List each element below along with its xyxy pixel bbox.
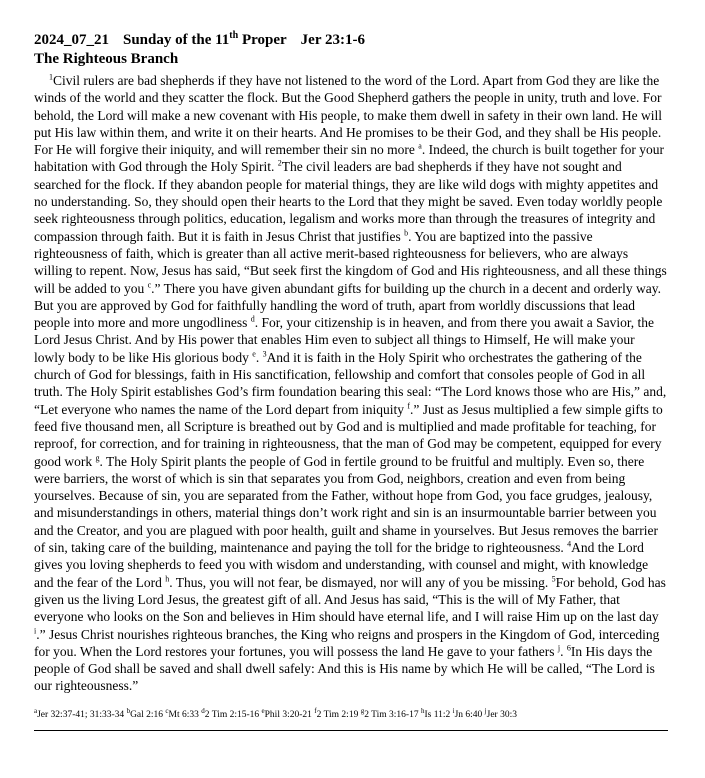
footnote-marker: b bbox=[404, 228, 409, 238]
footnote-mark: j bbox=[484, 706, 487, 715]
footnote-marker: j bbox=[557, 643, 561, 653]
body-text-segment: For behold, God has given us the living Lord Jesus, the greatest gift of all. And Jesus has said, “This is the will of My Father, that everyone who looks on the Son and believes in Him should have eternal life, and I will raise Him up on the last day bbox=[34, 574, 666, 625]
footnote-entry bbox=[165, 706, 199, 720]
footnote-marker: c bbox=[147, 280, 152, 290]
body-text-segment: . Thus, you will not fear, be dismayed, nor will any of you be missing. bbox=[169, 574, 552, 590]
verse-number: 4 bbox=[567, 539, 572, 549]
body-text-segment: And it is faith in the Holy Spirit who orchestrates the gathering of the church of God for blessings, faith in His sanctification, fellowship and comfort that consoles people of God in all truth. The Holy Spirit establishes God’s firm foundation bearing this seal: “The Lord knows those who are His,” and, “Let everyone who names the name of the Lord depart from iniquity bbox=[34, 349, 667, 417]
proper-label: Proper bbox=[241, 32, 287, 48]
footnote-reference: Jn 6:40 bbox=[454, 709, 483, 720]
verse-number: 5 bbox=[551, 574, 556, 584]
footnote-entry bbox=[360, 706, 419, 720]
body-text-segment: . For, your citizenship is in heaven, and from there you await a Savior, the Lord Jesus Christ. And by His power that enables Him even to subject all things to Himself, He will make your lowly body to be like His glorious body bbox=[34, 315, 655, 365]
reading-reference: Jer 23:1-6 bbox=[300, 32, 365, 48]
verse-number: 3 bbox=[262, 349, 267, 359]
footnote-reference: Gal 2:16 bbox=[130, 709, 164, 720]
footnote-marker: a bbox=[418, 141, 422, 151]
footnote-mark: b bbox=[126, 706, 131, 715]
footnote-reference: 2 Tim 2:15-16 bbox=[204, 709, 260, 720]
footnote-entry bbox=[452, 706, 483, 720]
body-text-segment: The civil leaders are bad shepherds if they have not sought and searched for the flock. If they abandon people for material things, they are like wild dogs with mighty appetites and no understanding. So, they should open their hearts to the Lord that they might be saved. Even today worldly people seek righteousness through politics, education, legalism and works more than through the treasures of integrity and compassion through faith. But it is faith in Jesus Christ that justifies bbox=[34, 159, 663, 244]
footnote-entry bbox=[314, 706, 359, 720]
footnote-marker: d bbox=[250, 314, 255, 324]
footnote-entry bbox=[420, 706, 451, 720]
footnote-reference: 2 Tim 2:19 bbox=[316, 709, 359, 720]
verse-number: 1 bbox=[49, 72, 53, 82]
footnote-reference: Phil 3:20-21 bbox=[264, 709, 312, 720]
verse-number: 6 bbox=[566, 643, 571, 653]
body-text-segment: . Indeed, the church is built together for your habitation with God through the Holy Spirit. bbox=[34, 142, 665, 175]
ordinal-suffix: th bbox=[229, 30, 239, 41]
body-text-segment: .” Jesus Christ nourishes righteous branches, the King who reigns and prospers in the Kingdom of God, interceding for you. When the Lord restores your fortunes, you will possess the land He gave to your fathers bbox=[34, 626, 660, 659]
body-text-segment: . You are baptized into the passive righteousness of faith, which is greater than all active merit-based righteousness for believers, who are always willing to repent. Now, Jesus has said, “But seek first the kingdom of God and His righteousness, and all these things will be added to you bbox=[34, 228, 667, 296]
footnote-mark: g bbox=[360, 706, 365, 715]
footnote-reference: Jer 30:3 bbox=[486, 709, 517, 720]
footnote-marker: i bbox=[34, 626, 37, 635]
footnote-mark: i bbox=[452, 706, 455, 715]
sermon-page bbox=[34, 31, 668, 731]
heading-line bbox=[34, 31, 668, 50]
bottom-rule bbox=[34, 730, 668, 731]
footnote-entry bbox=[34, 706, 125, 720]
footnote-mark: f bbox=[314, 706, 317, 715]
footnote-mark: d bbox=[201, 706, 205, 715]
date: 2024_07_21 bbox=[34, 32, 109, 48]
footnotes-line bbox=[34, 706, 668, 721]
footnote-marker: f bbox=[407, 401, 411, 411]
body-text-segment: .” Just as Jesus multiplied a few simple gifts to feed five thousand men, all Scripture is breathed out by God and is multiplied and made profitable for teaching, for reproof, for correction, and for training in righteousness, that the man of God may be competent, equipped for every good work bbox=[34, 401, 663, 469]
footnote-reference: Jer 32:37-41; 31:33-34 bbox=[37, 709, 125, 720]
body-text-segment: . bbox=[255, 349, 263, 365]
footnote-entry bbox=[126, 706, 164, 720]
body-text-segment: . bbox=[560, 643, 567, 659]
footnote-mark: e bbox=[261, 706, 265, 715]
body-text-segment: .” There you have given abundant gifts for building up the church in a decent and orderly way. But you are approved by God for faithfully handling the word of truth, apart from worldly discussions that lead people into more and more ungodliness bbox=[34, 280, 662, 331]
verse-number: 2 bbox=[277, 158, 282, 168]
body-paragraph bbox=[34, 72, 668, 695]
footnote-entry bbox=[261, 706, 312, 720]
footnote-marker: h bbox=[165, 574, 170, 584]
body-text-segment: . The Holy Spirit plants the people of God in fertile ground to be fruitful and multiply. Even so, there were barriers, the worst of which is sin that separates you from God, neighbors, creation and even from being yourselves. Because of sin, you are separated from the Father, without hope from God, you face grudges, jealousy, and misunderstandings in others, material things don’t work right and sin is an insurmountable barrier between you and the Creator, and you are plagued with poor health, guilt and shame in yourselves. But Jesus removes the barrier of sin, taking care of the building, maintenance and paying the toll for the bridge to righteousness. bbox=[34, 453, 659, 556]
footnote-mark: h bbox=[420, 706, 425, 715]
body-text-segment: And the Lord gives you loving shepherds to feed you with wisdom and understanding, with counsel and might, with knowledge and the fear of the Lord bbox=[34, 540, 649, 590]
footnote-reference: Is 11:2 bbox=[424, 709, 451, 720]
body-text-segment: In His days the people of God shall be saved and shall dwell safely: And this is His name by which He will be called, “The Lord is our righteousness.” bbox=[34, 643, 655, 694]
footnote-mark: a bbox=[34, 706, 38, 715]
footnote-entry bbox=[201, 706, 260, 720]
footnote-reference: 2 Tim 3:16-17 bbox=[364, 709, 419, 720]
body-text-segment: Civil rulers are bad shepherds if they have not listened to the word of the Lord. Apart from God they are like the winds of the world and they scatter the flock. But the Good Shepherd gathers the people in unity, truth and love. For behold, the Lord will make a new covenant with His people, to make them dwell in safety in their own land. He will put His law within them, and write it on their hearts. And He promises to be their God, and they shall be His people. For He will forgive their iniquity, and will remember their sin no more bbox=[34, 73, 662, 158]
footnote-reference: Mt 6:33 bbox=[168, 709, 199, 720]
footnote-entry bbox=[484, 706, 517, 720]
footnote-marker: e bbox=[252, 349, 256, 359]
footnote-mark: c bbox=[165, 706, 169, 715]
subtitle: The Righteous Branch bbox=[34, 51, 179, 67]
day-label: Sunday of the 11 bbox=[123, 32, 230, 48]
footnote-marker: g bbox=[95, 453, 100, 463]
